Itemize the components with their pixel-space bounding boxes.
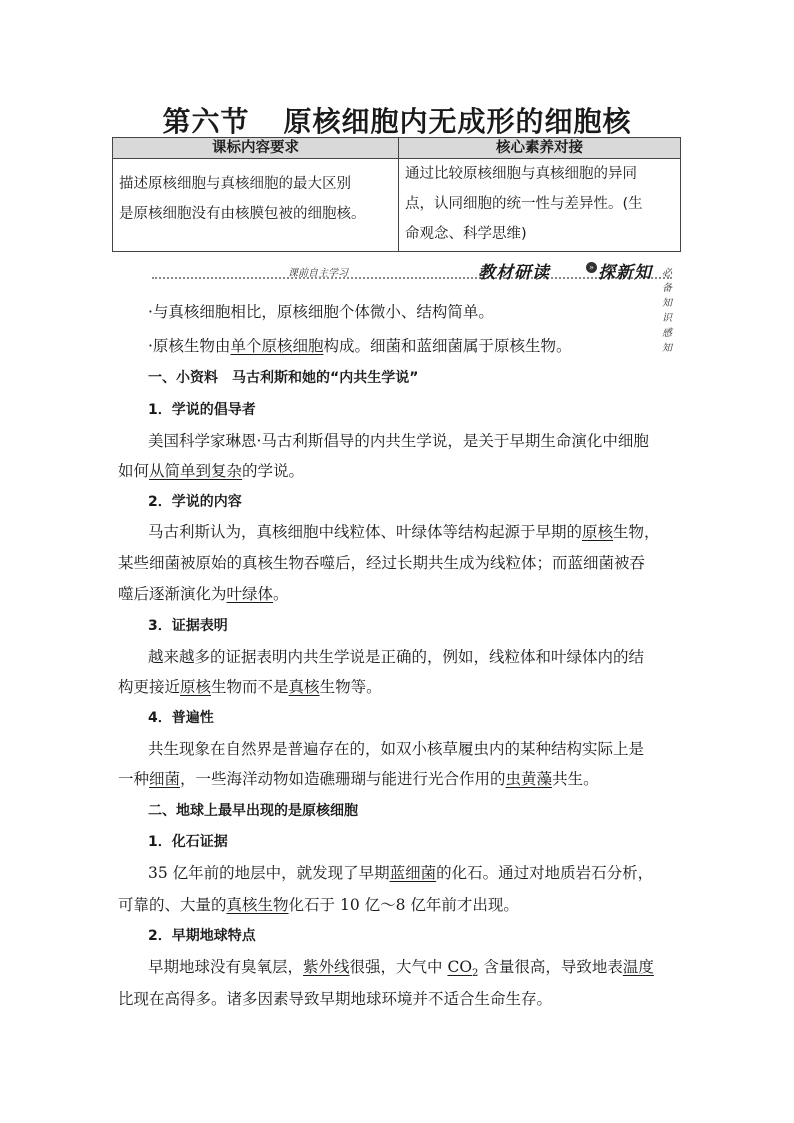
section-heading: 二、地球上最早出现的是原核细胞 bbox=[148, 803, 358, 819]
paragraph: 某些细菌被原始的真核生物吞噬后，经过长期共生成为线粒体；而蓝细菌被吞 bbox=[118, 554, 646, 572]
paragraph: 美国科学家琳恩·马古利斯倡导的内共生学说，是关于早期生命演化中细胞 bbox=[148, 432, 649, 450]
section-title: 原核细胞内无成形的细胞核 bbox=[283, 105, 632, 138]
paragraph: 噬后逐渐演化为叶绿体。 bbox=[118, 585, 289, 603]
paragraph: ·原核生物由单个原核细胞构成。细菌和蓝细菌属于原核生物。 bbox=[148, 337, 572, 355]
paragraph: 一种细菌，一些海洋动物如造礁珊瑚与能进行光合作用的虫黄藻共生。 bbox=[118, 770, 599, 788]
subheading: 1．学说的倡导者 bbox=[148, 402, 256, 418]
paragraph: 马古利斯认为，真核细胞中线粒体、叶绿体等结构起源于早期的原核生物， bbox=[148, 523, 660, 541]
dotted-divider bbox=[152, 277, 672, 279]
table-header-right: 核心素养对接 bbox=[399, 138, 681, 159]
paragraph: 构更接近原核生物而不是真核生物等。 bbox=[118, 678, 382, 696]
paragraph: 35 亿年前的地层中，就发现了早期蓝细菌的化石。通过对地质岩石分析， bbox=[148, 864, 654, 882]
banner-right-label: 必备知识感知 bbox=[662, 268, 672, 354]
section-heading: 一、小资料 马古利斯和她的“内共生学说” bbox=[148, 370, 419, 386]
table-cell-left: 描述原核细胞与真核细胞的最大区别 是原核细胞没有由核膜包被的细胞核。 bbox=[113, 159, 399, 252]
paragraph: 越来越多的证据表明内共生学说是正确的，例如，线粒体和叶绿体内的结 bbox=[148, 648, 645, 666]
subheading: 3．证据表明 bbox=[148, 618, 228, 634]
banner-title-2: 探新知 bbox=[598, 263, 652, 283]
table-header-left: 课标内容要求 bbox=[113, 138, 399, 159]
banner-left-label: 课前自主学习 bbox=[288, 268, 348, 279]
subheading: 2．早期地球特点 bbox=[148, 928, 256, 944]
standards-table bbox=[112, 137, 681, 252]
section-number: 第六节 bbox=[162, 105, 250, 138]
paragraph: 可靠的、大量的真核生物化石于 10 亿～8 亿年前才出现。 bbox=[118, 896, 519, 914]
subheading: 4．普遍性 bbox=[148, 710, 214, 726]
paragraph: 早期地球没有臭氧层，紫外线很强，大气中 $CO_2$ 含量很高，导致地表温度 bbox=[148, 958, 654, 980]
subheading: 2．学说的内容 bbox=[148, 494, 242, 510]
paragraph: ·与真核细胞相比，原核细胞个体微小、结构简单。 bbox=[148, 303, 494, 321]
paragraph: 比现在高得多。诸多因素导致早期地球环境并不适合生命生存。 bbox=[118, 990, 553, 1008]
page-title bbox=[0, 100, 794, 140]
subheading: 1．化石证据 bbox=[148, 834, 228, 850]
paragraph: 共生现象在自然界是普遍存在的，如双小核草履虫内的某种结构实际上是 bbox=[148, 740, 645, 758]
banner-title-1: 教材研读 bbox=[478, 263, 550, 283]
arrow-icon: » bbox=[586, 262, 597, 273]
paragraph: 如何从简单到复杂的学说。 bbox=[118, 462, 305, 480]
table-cell-right: 通过比较原核细胞与真核细胞的异同 点，认同细胞的统一性与差异性。(生 命观念、科学思维) bbox=[399, 159, 681, 252]
